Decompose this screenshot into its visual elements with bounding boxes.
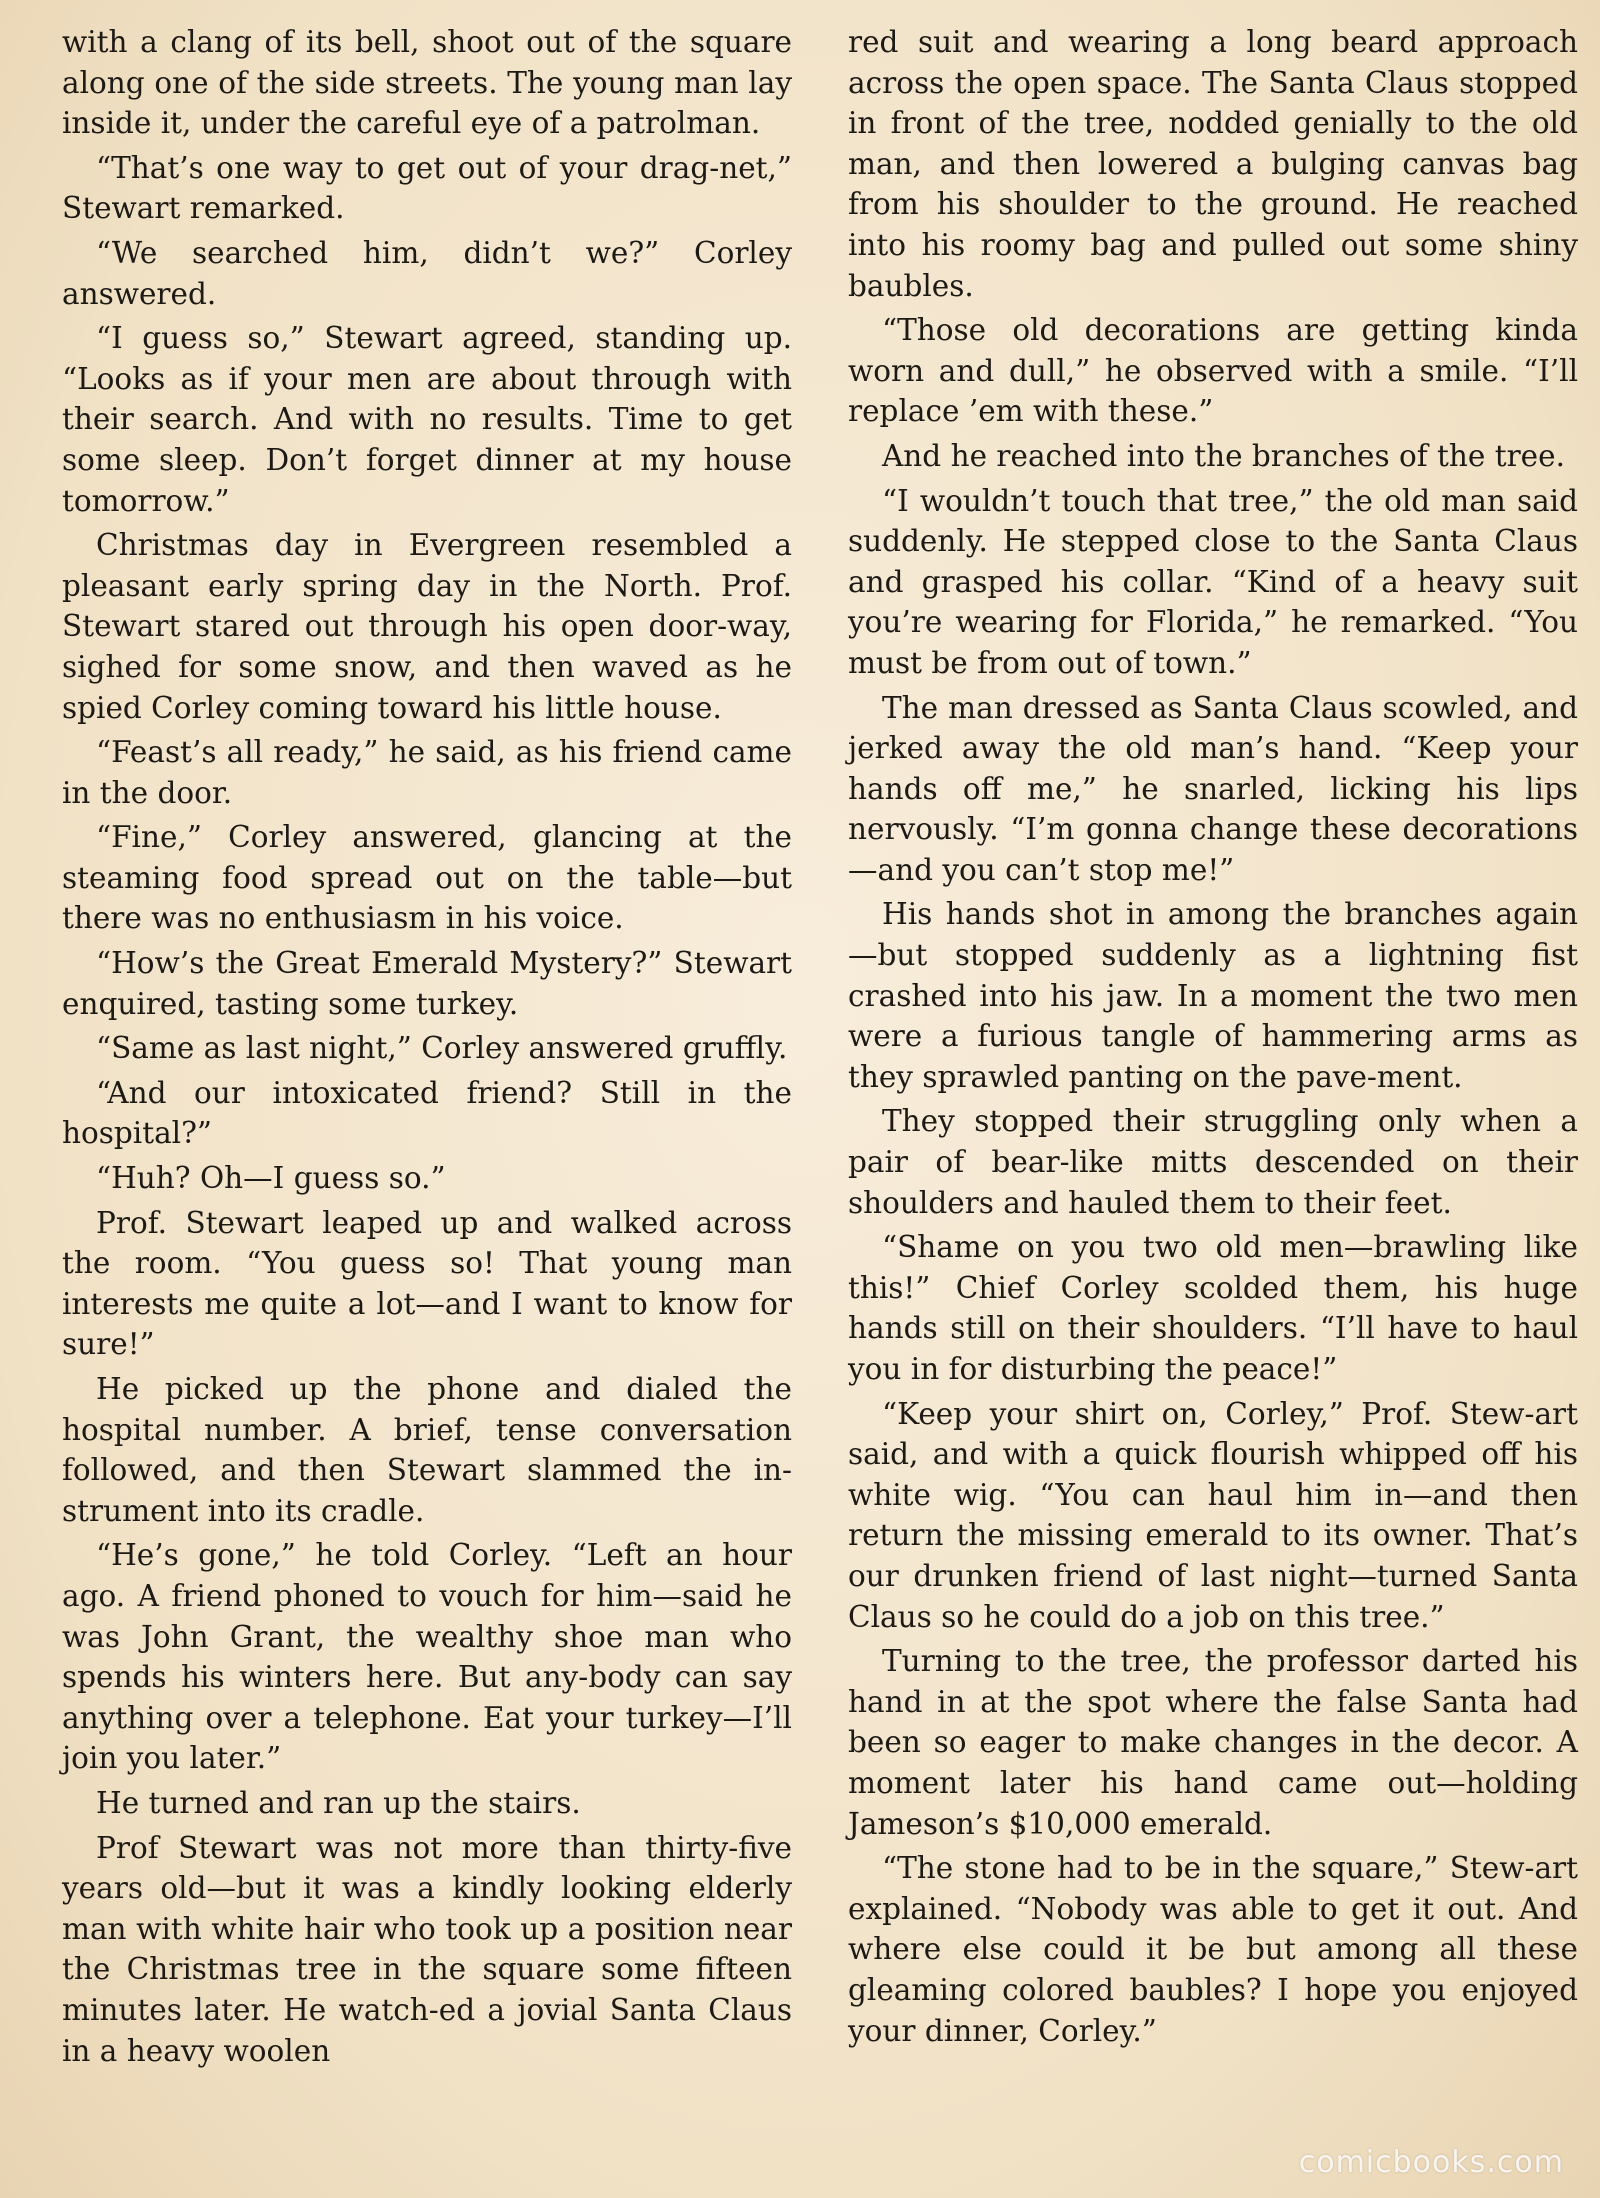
paragraph: “Fine,” Corley answered, glancing at the steaming food spread out on the table—but there was no enthusiasm in his voice.	[62, 820, 792, 936]
paragraph: Prof Stewart was not more than thirty-five years old—but it was a kindly looking elderly man with white hair who took up a position near the Christmas tree in the square some fifteen minutes later. He watch-ed a jovial Santa Claus in a heavy woolen	[62, 1830, 792, 2068]
right-text-column	[848, 22, 1578, 2055]
paragraph: They stopped their struggling only when a pair of bear-like mitts descended on their shoulders and hauled them to their feet.	[848, 1104, 1578, 1220]
paragraph: Prof. Stewart leaped up and walked across the room. “You guess so! That young man interests me quite a lot—and I want to know for sure!”	[62, 1205, 792, 1362]
paragraph: “And our intoxicated friend? Still in the hospital?”	[62, 1075, 792, 1151]
paragraph: “I guess so,” Stewart agreed, standing up. “Looks as if your men are about through with their search. And with no results. Time to get some sleep. Don’t forget dinner at my house tomorrow.”	[62, 321, 792, 518]
paragraph: “How’s the Great Emerald Mystery?” Stewart enquired, tasting some turkey.	[62, 946, 792, 1021]
paragraph: Christmas day in Evergreen resembled a pleasant early spring day in the North. Prof. Stewart stared out through his open door-way, sighed for some snow, and then waved as he spied Corley coming toward his little house.	[62, 528, 792, 725]
paragraph: with a clang of its bell, shoot out of the square along one of the side streets. The young man lay inside it, under the careful eye of a patrolman.	[62, 25, 792, 141]
paragraph: “Shame on you two old men—brawling like this!” Chief Corley scolded them, his huge hands still on their shoulders. “I’ll have to haul you in for disturbing the peace!”	[848, 1230, 1578, 1386]
paragraph: He turned and ran up the stairs.	[96, 1785, 581, 1820]
paragraph: red suit and wearing a long beard approach across the open space. The Santa Claus stopped in front of the tree, nodded genially to the old man, and then lowered a bulging canvas bag from his shoulder to the ground. He reached into his roomy bag and pulled out some shiny baubles.	[848, 25, 1578, 303]
paragraph: “The stone had to be in the square,” Stew-art explained. “Nobody was able to get it out. And where else could it be but among all these gleaming colored baubles? I hope you enjoyed your dinner, Corley.”	[848, 1851, 1578, 2048]
paragraph: “I wouldn’t touch that tree,” the old man said suddenly. He stepped close to the Santa Claus and grasped his collar. “Kind of a heavy suit you’re wearing for Florida,” he remarked. “You must be from out of town.”	[848, 483, 1578, 680]
paragraph: “We searched him, didn’t we?” Corley answered.	[62, 235, 792, 311]
paragraph: He picked up the phone and dialed the hospital number. A brief, tense conversation followed, and then Stewart slammed the in-strument into its cradle.	[62, 1372, 792, 1528]
paragraph: “Same as last night,” Corley answered gruffly.	[96, 1031, 788, 1066]
paragraph: Turning to the tree, the professor darted his hand in at the spot where the false Santa had been so eager to make changes in the decor. A moment later his hand came out—holding Jameson’s $10,000 emerald.	[848, 1644, 1578, 1841]
paragraph: His hands shot in among the branches again—but stopped suddenly as a lightning fist crashed into his jaw. In a moment the two men were a furious tangle of hammering arms as they sprawled panting on the pave-ment.	[848, 897, 1578, 1094]
paragraph: And he reached into the branches of the tree.	[882, 438, 1565, 473]
paragraph: “That’s one way to get out of your drag-net,” Stewart remarked.	[62, 150, 792, 226]
paragraph: “Feast’s all ready,” he said, as his friend came in the door.	[62, 735, 792, 810]
paragraph: “Those old decorations are getting kinda worn and dull,” he observed with a smile. “I’ll replace ’em with these.”	[848, 313, 1578, 429]
watermark: comicbooks.com	[1298, 2145, 1564, 2180]
left-text-column	[62, 22, 792, 2075]
paragraph: “Huh? Oh—I guess so.”	[96, 1161, 446, 1196]
paragraph: “He’s gone,” he told Corley. “Left an hour ago. A friend phoned to vouch for him—said he was John Grant, the wealthy shoe man who spends his winters here. But any-body can say anything over a telephone. Eat your turkey—I’ll join you later.”	[62, 1538, 792, 1776]
paragraph: “Keep your shirt on, Corley,” Prof. Stew-art said, and with a quick flourish whipped off his white wig. “You can haul him in—and then return the missing emerald to its owner. That’s our drunken friend of last night—turned Santa Claus so he could do a job on this tree.”	[848, 1396, 1578, 1634]
paragraph: The man dressed as Santa Claus scowled, and jerked away the old man’s hand. “Keep your hands off me,” he snarled, licking his lips nervously. “I’m gonna change these decorations—and you can’t stop me!”	[848, 690, 1578, 887]
